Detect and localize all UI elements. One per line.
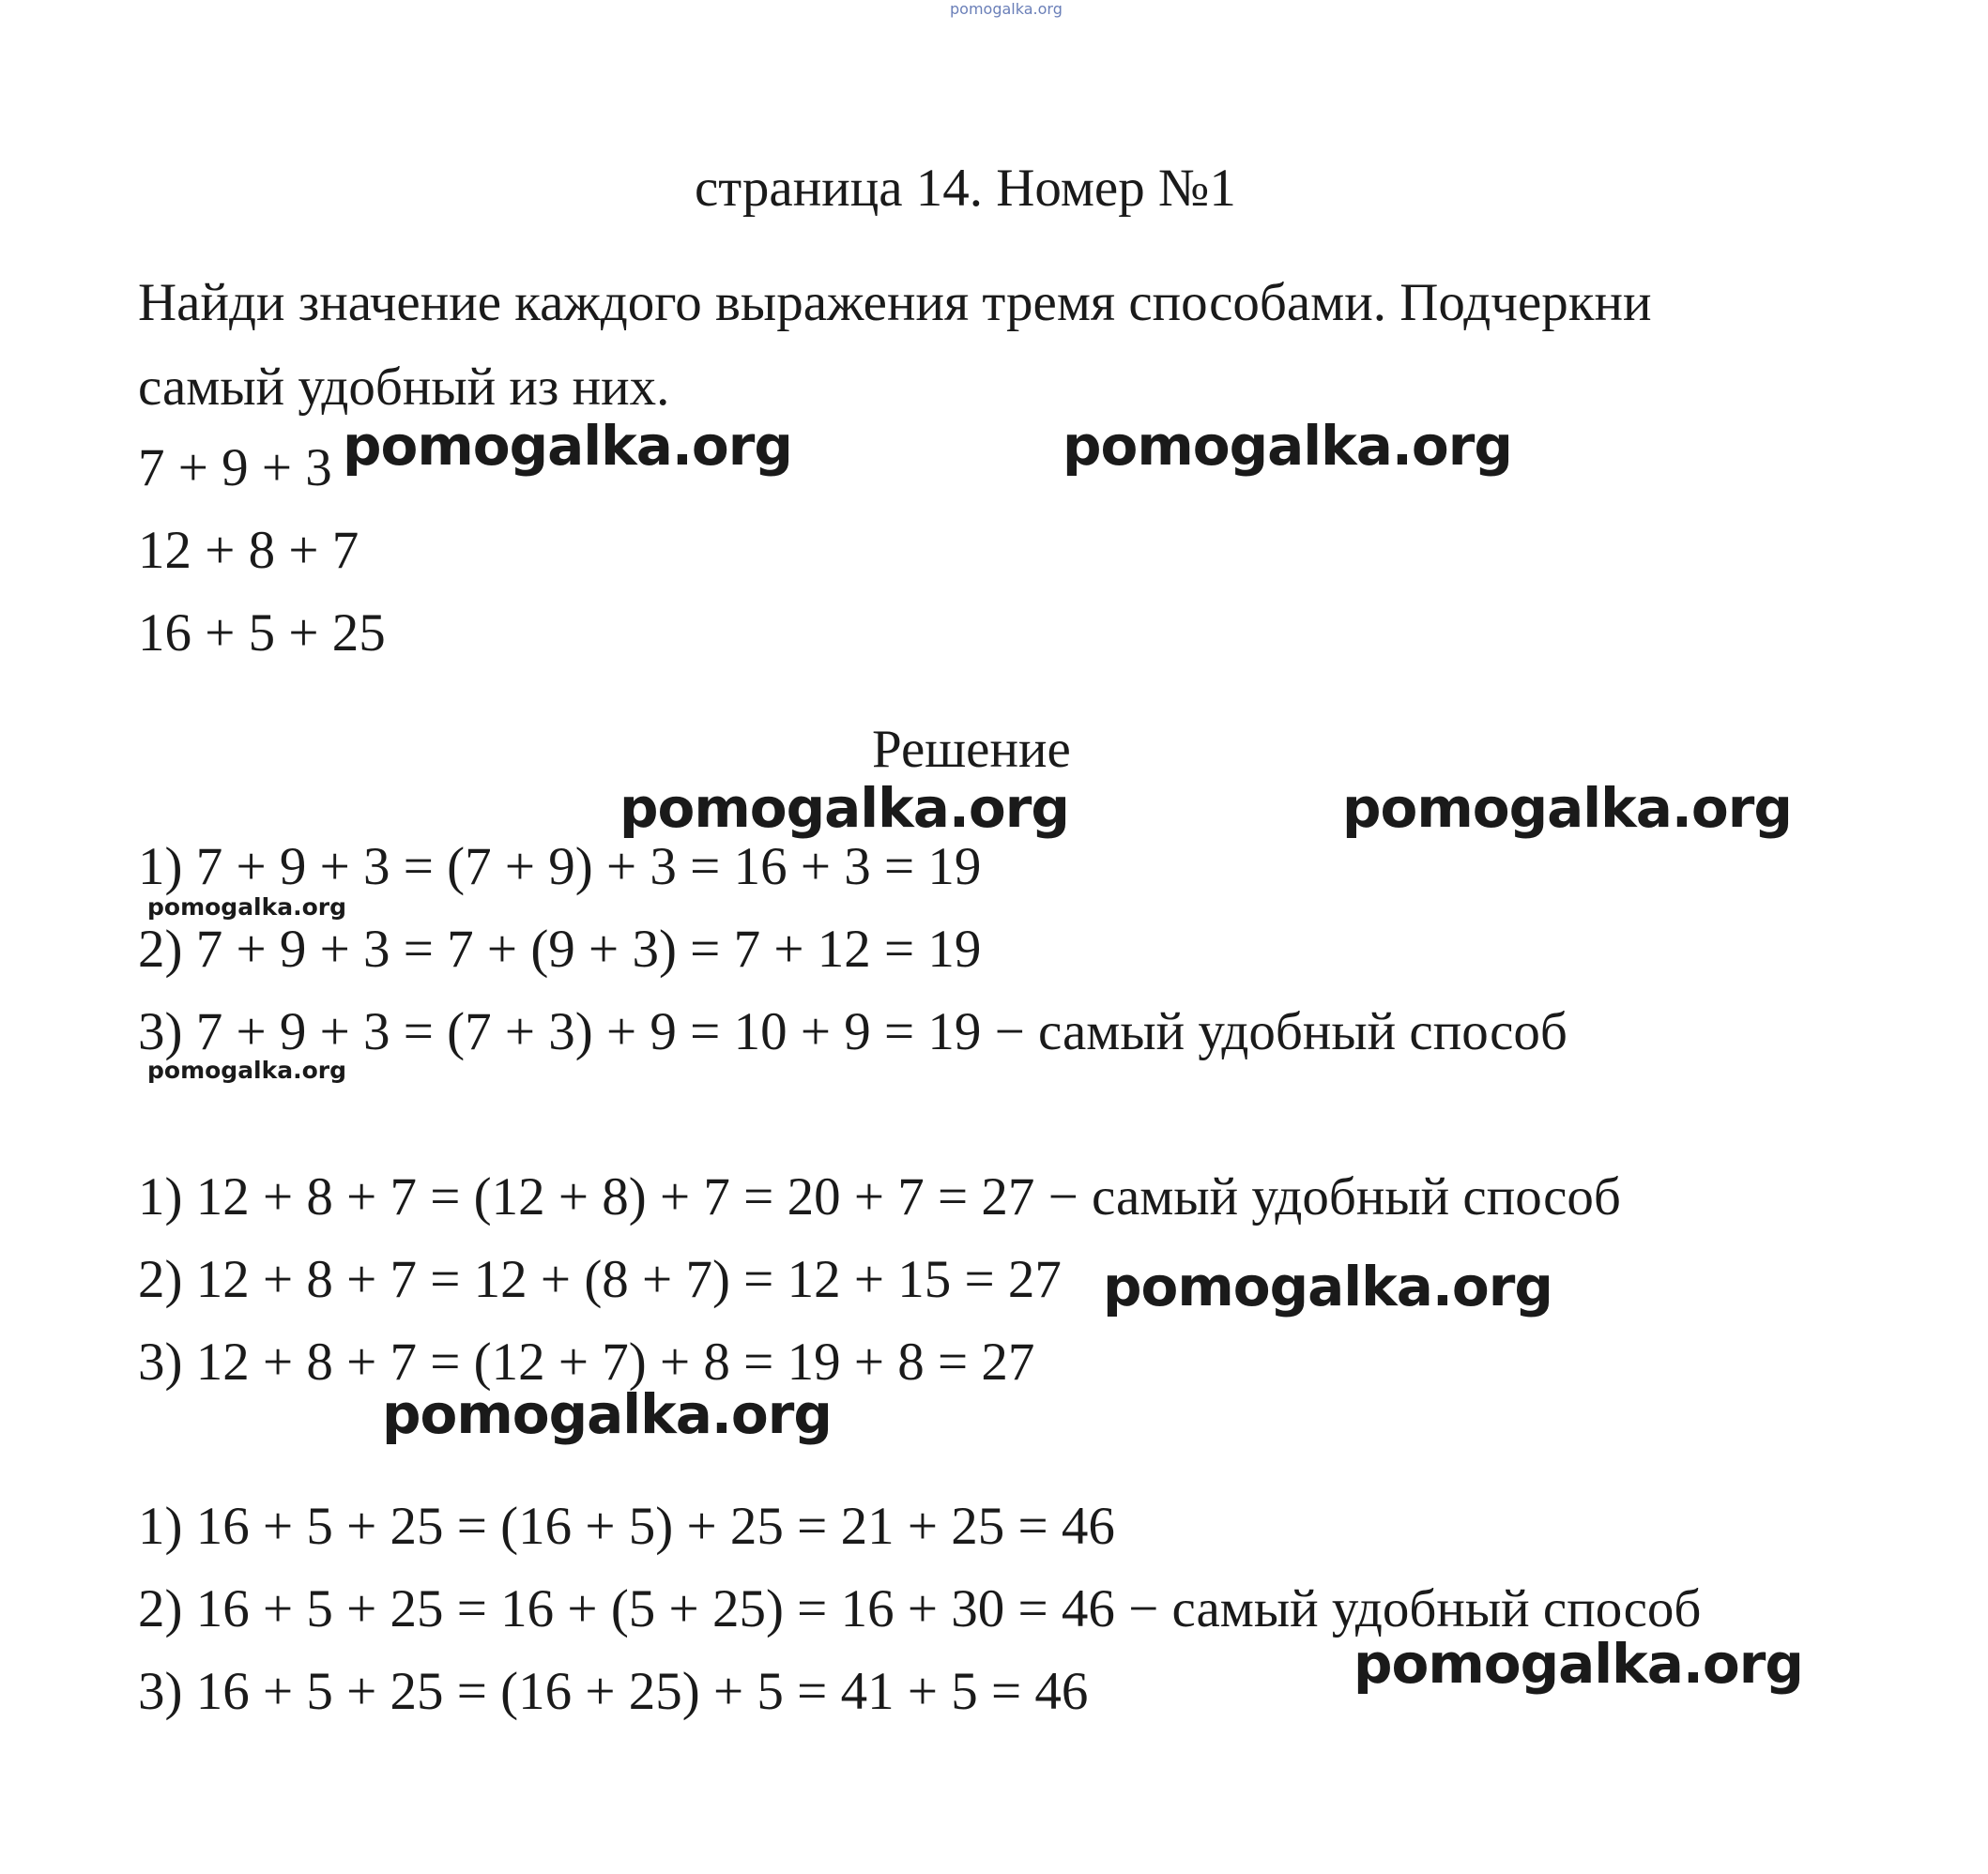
watermark: pomogalka.org xyxy=(382,1382,832,1446)
watermark: pomogalka.org xyxy=(1353,1632,1803,1696)
site-mark-top: pomogalka.org xyxy=(950,0,1063,18)
solution-heading: Решение xyxy=(872,720,1071,779)
watermark: pomogalka.org xyxy=(1342,776,1792,840)
task-text-line-1: Найди значение каждого выражения тремя способами. Подчеркни xyxy=(138,273,1652,332)
expression-1: 7 + 9 + 3 xyxy=(138,438,332,497)
solution-2-step-1: 1) 12 + 8 + 7 = (12 + 8) + 7 = 20 + 7 = 27 − самый удобный способ xyxy=(138,1167,1621,1226)
watermark-small: pomogalka.org xyxy=(147,893,347,921)
watermark: pomogalka.org xyxy=(343,414,792,478)
expression-2: 12 + 8 + 7 xyxy=(138,521,359,580)
solution-1-step-2: 2) 7 + 9 + 3 = 7 + (9 + 3) = 7 + 12 = 19 xyxy=(138,920,982,979)
solution-1-step-3: 3) 7 + 9 + 3 = (7 + 3) + 9 = 10 + 9 = 19 − самый удобный способ xyxy=(138,1002,1567,1061)
watermark: pomogalka.org xyxy=(1063,414,1512,478)
solution-2-step-2: 2) 12 + 8 + 7 = 12 + (8 + 7) = 12 + 15 = 27 xyxy=(138,1250,1062,1309)
watermark: pomogalka.org xyxy=(619,776,1069,840)
solution-3-step-1: 1) 16 + 5 + 25 = (16 + 5) + 25 = 21 + 25 = 46 xyxy=(138,1497,1115,1556)
solution-3-step-2: 2) 16 + 5 + 25 = 16 + (5 + 25) = 16 + 30 = 46 − самый удобный способ xyxy=(138,1579,1702,1638)
solution-2-step-3: 3) 12 + 8 + 7 = (12 + 7) + 8 = 19 + 8 = 27 xyxy=(138,1333,1035,1392)
expression-3: 16 + 5 + 25 xyxy=(138,603,386,663)
task-text-line-2: самый удобный из них. xyxy=(138,358,670,417)
solution-3-step-3: 3) 16 + 5 + 25 = (16 + 25) + 5 = 41 + 5 = 46 xyxy=(138,1662,1089,1721)
watermark: pomogalka.org xyxy=(1103,1255,1552,1318)
solution-1-step-1: 1) 7 + 9 + 3 = (7 + 9) + 3 = 16 + 3 = 19 xyxy=(138,837,982,896)
page-title: страница 14. Номер №1 xyxy=(695,159,1236,218)
watermark-small: pomogalka.org xyxy=(147,1057,347,1084)
